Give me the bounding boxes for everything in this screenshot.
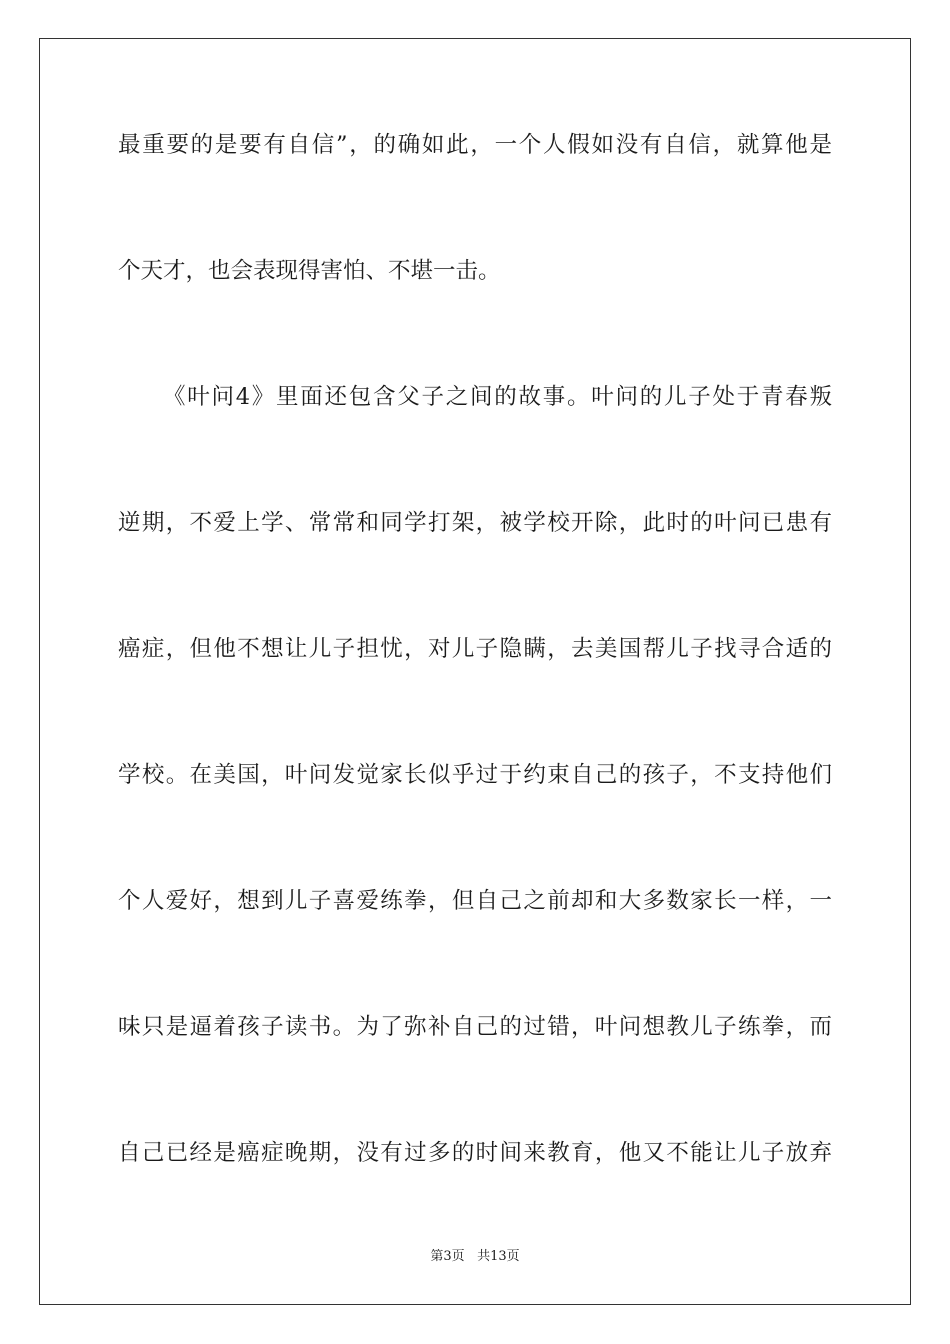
document-body	[118, 130, 832, 1264]
text-line: 自己已经是癌症晚期，没有过多的时间来教育，他又不能让儿子放弃	[118, 1140, 832, 1166]
page-footer	[0, 1248, 950, 1266]
page-number: 第3页	[430, 1249, 465, 1264]
text-line: 逆期，不爱上学、常常和同学打架，被学校开除，此时的叶问已患有	[118, 510, 832, 536]
text-line: 《叶问4》里面还包含父子之间的故事。叶问的儿子处于青春叛	[163, 384, 832, 410]
text-line: 癌症，但他不想让儿子担忧，对儿子隐瞒，去美国帮儿子找寻合适的	[118, 636, 832, 662]
text-line: 个人爱好，想到儿子喜爱练拳，但自己之前却和大多数家长一样，一	[118, 888, 832, 914]
text-line: 最重要的是要有自信”，的确如此，一个人假如没有自信，就算他是	[118, 132, 832, 158]
page-total: 共13页	[477, 1249, 520, 1264]
text-line: 学校。在美国，叶问发觉家长似乎过于约束自己的孩子，不支持他们	[118, 762, 832, 788]
text-line: 个天才，也会表现得害怕、不堪一击。	[118, 258, 501, 284]
text-line: 味只是逼着孩子读书。为了弥补自己的过错，叶问想教儿子练拳，而	[118, 1014, 832, 1040]
